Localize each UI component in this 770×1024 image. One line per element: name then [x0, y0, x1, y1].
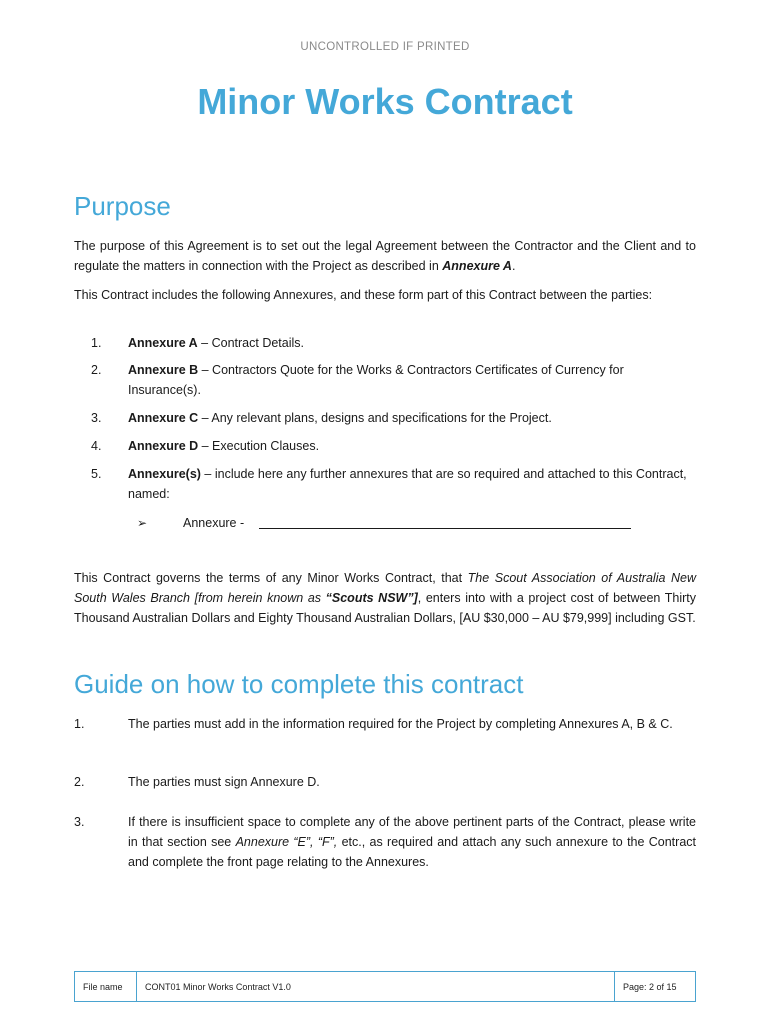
- guide-text: [128, 812, 696, 872]
- annexure-name: Annexure A: [128, 336, 198, 350]
- list-text: [128, 436, 696, 456]
- annexure-description: – include here any further annexures that are so required and attached to this Contract, named:: [128, 467, 687, 501]
- annexure-description: – Contract Details.: [197, 336, 304, 350]
- purpose-paragraph-3-text: This Contract governs the terms of any Minor Works Contract, that: [74, 571, 468, 585]
- annexure-label: Annexure -: [183, 516, 245, 530]
- document-title: Minor Works Contract: [197, 81, 573, 122]
- list-number: 5.: [91, 467, 102, 481]
- annexure-description: – Contractors Quote for the Works & Contractors Certificates of Currency for Insurance(s).: [128, 363, 624, 397]
- annexure-name: Annexure B: [128, 363, 199, 377]
- list-number: 3.: [74, 815, 85, 829]
- list-text: [128, 408, 696, 428]
- purpose-paragraph-3-end: , enters into with a project cost of between Thirty Thousand Australian Dollars and Eighty Thousand Australian Dollars, [AU $30,000 – AU $79,999] including GST.: [74, 591, 696, 625]
- footer-page-number: Page: 2 of 15: [623, 981, 677, 992]
- scouts-nsw-term: “Scouts NSW”]: [325, 591, 418, 605]
- uncontrolled-watermark: UNCONTROLLED IF PRINTED: [300, 41, 470, 53]
- guide-text-part: etc., as required and attach any such annexure to the Contract and complete the front page relating to the Annexures.: [128, 835, 696, 869]
- purpose-paragraph-1-end: .: [511, 259, 516, 273]
- page-footer: [74, 971, 696, 1002]
- list-number: 2.: [74, 775, 85, 789]
- annexure-description: – Execution Clauses.: [198, 439, 320, 453]
- footer-filename: CONT01 Minor Works Contract V1.0: [137, 972, 615, 1001]
- association-name: The Scout Association of Australia New South Wales Branch [from herein known as: [74, 571, 696, 605]
- purpose-paragraph-1-text: The purpose of this Agreement is to set out the legal Agreement between the Contractor and the Client and to regulate the matters in connection with the Project as described in: [74, 239, 696, 273]
- list-text: [128, 360, 696, 400]
- annexure-name: Annexure(s): [128, 467, 201, 481]
- guide-text: The parties must sign Annexure D.: [128, 775, 320, 789]
- list-number: 4.: [91, 439, 102, 453]
- list-number: 1.: [74, 717, 85, 731]
- guide-text-part: If there is insufficient space to complete any of the above pertinent parts of the Contract, please write in that section see: [128, 815, 696, 849]
- annexure-name-blank[interactable]: [259, 528, 631, 529]
- annexure-ef-reference: Annexure “E”, “F”,: [235, 835, 338, 849]
- annexure-a-reference: Annexure A: [442, 259, 512, 273]
- purpose-heading: Purpose: [74, 191, 171, 221]
- list-number: 3.: [91, 411, 102, 425]
- arrow-bullet-icon: ➢: [137, 516, 148, 530]
- annexure-description: – Any relevant plans, designs and specifications for the Project.: [198, 411, 552, 425]
- purpose-paragraph-3: [74, 568, 696, 628]
- annexure-name: Annexure C: [128, 411, 199, 425]
- guide-heading: Guide on how to complete this contract: [74, 669, 524, 699]
- footer-label: File name: [75, 972, 137, 1001]
- list-text: [128, 464, 696, 504]
- purpose-paragraph-1: [74, 236, 696, 276]
- list-text: [128, 333, 696, 353]
- guide-text: The parties must add in the information required for the Project by completing Annexures A, B & C.: [128, 717, 673, 731]
- annexure-name: Annexure D: [128, 439, 199, 453]
- list-number: 2.: [91, 363, 102, 377]
- purpose-paragraph-2: This Contract includes the following Annexures, and these form part of this Contract between the parties:: [74, 288, 653, 302]
- list-number: 1.: [91, 336, 102, 350]
